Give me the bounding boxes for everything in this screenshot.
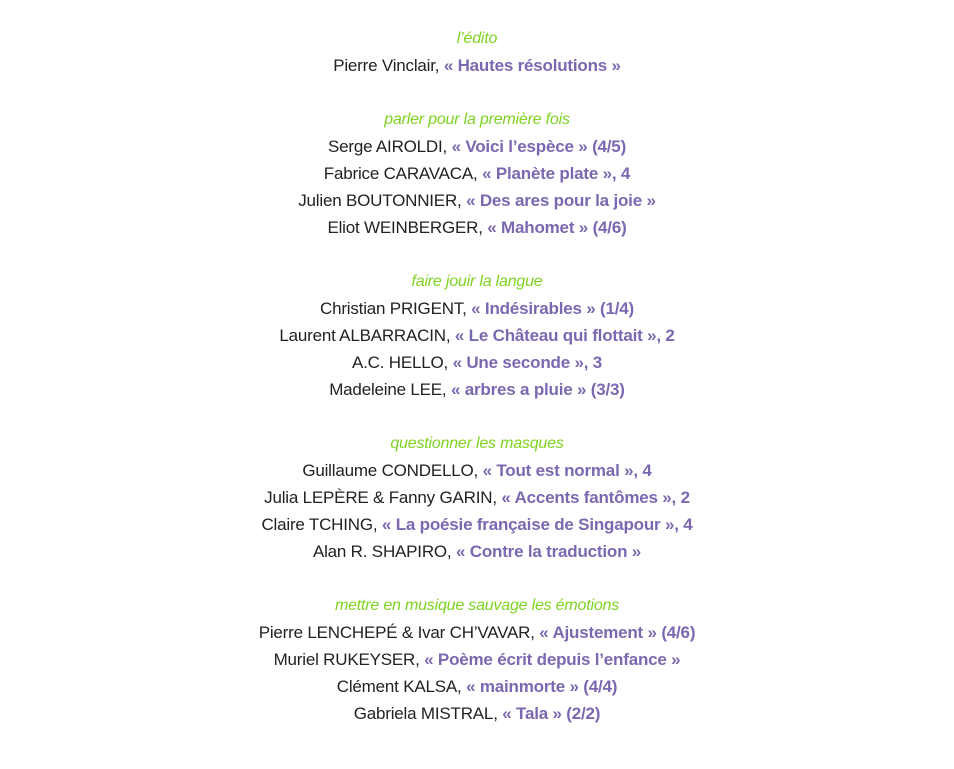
entry-author: Pierre LENCHEPÉ & Ivar CH’VAVAR, bbox=[258, 623, 540, 642]
section-questionner bbox=[0, 430, 954, 565]
toc-entry bbox=[0, 511, 954, 538]
entry-work-link[interactable]: « Contre la traduction » bbox=[455, 542, 642, 561]
entry-author: Pierre Vinclair, bbox=[333, 56, 444, 75]
section-title: l’édito bbox=[456, 30, 498, 47]
entry-author: Gabriela MISTRAL, bbox=[353, 704, 503, 723]
entry-author: Alan R. SHAPIRO, bbox=[312, 542, 456, 561]
entry-work-link[interactable]: « Hautes résolutions » bbox=[443, 56, 621, 75]
entry-author: Laurent ALBARRACIN, bbox=[279, 326, 455, 345]
toc-entry bbox=[0, 133, 954, 160]
section-faire-jouir bbox=[0, 268, 954, 403]
entry-author: Julia LEPÈRE & Fanny GARIN, bbox=[264, 488, 502, 507]
entry-author: Eliot WEINBERGER, bbox=[327, 218, 488, 237]
toc-entry bbox=[0, 349, 954, 376]
entry-suffix: (4/4) bbox=[578, 677, 618, 696]
entry-work-link[interactable]: « Planète plate », 4 bbox=[482, 164, 631, 183]
section-title: mettre en musique sauvage les émotions bbox=[334, 597, 620, 614]
toc-entry bbox=[0, 619, 954, 646]
toc-entry bbox=[0, 457, 954, 484]
entry-suffix: (4/6) bbox=[656, 623, 696, 642]
entry-suffix: (2/2) bbox=[561, 704, 601, 723]
section-title: parler pour la première fois bbox=[384, 111, 570, 128]
entry-author: Guillaume CONDELLO, bbox=[302, 461, 483, 480]
entry-suffix: (1/4) bbox=[595, 299, 634, 318]
toc-entry bbox=[0, 214, 954, 241]
section-edito bbox=[0, 25, 954, 79]
toc-entry bbox=[0, 52, 954, 79]
section-parler bbox=[0, 106, 954, 241]
entry-work-link[interactable]: « Une seconde », 3 bbox=[452, 353, 603, 372]
entry-work-link[interactable]: « Poème écrit depuis l’enfance » bbox=[424, 650, 681, 669]
entry-work-link[interactable]: « Mahomet » bbox=[487, 218, 589, 237]
entry-author: A.C. HELLO, bbox=[351, 353, 453, 372]
toc-entry bbox=[0, 673, 954, 700]
entry-work-link[interactable]: « Ajustement » bbox=[539, 623, 657, 642]
entry-work-link[interactable]: « Indésirables » bbox=[471, 299, 596, 318]
toc-entry bbox=[0, 187, 954, 214]
entry-work-link[interactable]: « Accents fantômes », 2 bbox=[501, 488, 690, 507]
toc-entry bbox=[0, 376, 954, 403]
entry-suffix: (4/6) bbox=[588, 218, 627, 237]
entry-work-link[interactable]: « arbres a pluie » bbox=[450, 380, 587, 399]
section-musique bbox=[0, 592, 954, 727]
toc-entry bbox=[0, 646, 954, 673]
entry-work-link[interactable]: « mainmorte » bbox=[466, 677, 579, 696]
entry-work-link[interactable]: « Le Château qui flottait », 2 bbox=[454, 326, 675, 345]
toc-entry bbox=[0, 700, 954, 727]
section-title: faire jouir la langue bbox=[411, 273, 543, 290]
entry-suffix: (3/3) bbox=[586, 380, 625, 399]
entry-author: Muriel RUKEYSER, bbox=[273, 650, 425, 669]
toc-entry bbox=[0, 322, 954, 349]
entry-author: Julien BOUTONNIER, bbox=[298, 191, 467, 210]
entry-work-link[interactable]: « Tala » bbox=[502, 704, 562, 723]
entry-work-link[interactable]: « Voici l’espèce » bbox=[451, 137, 588, 156]
entry-work-link[interactable]: « Des ares pour la joie » bbox=[466, 191, 656, 210]
toc-entry bbox=[0, 484, 954, 511]
entry-suffix: (4/5) bbox=[587, 137, 627, 156]
toc-entry bbox=[0, 538, 954, 565]
entry-author: Christian PRIGENT, bbox=[320, 299, 472, 318]
entry-author: Serge AIROLDI, bbox=[327, 137, 452, 156]
entry-author: Claire TCHING, bbox=[261, 515, 382, 534]
entry-author: Madeleine LEE, bbox=[329, 380, 451, 399]
entry-work-link[interactable]: « La poésie française de Singapour », 4 bbox=[381, 515, 693, 534]
toc-entry bbox=[0, 295, 954, 322]
toc-entry bbox=[0, 160, 954, 187]
entry-work-link[interactable]: « Tout est normal », 4 bbox=[482, 461, 652, 480]
entry-author: Clément KALSA, bbox=[336, 677, 467, 696]
section-title: questionner les masques bbox=[390, 435, 564, 452]
entry-author: Fabrice CARAVACA, bbox=[323, 164, 483, 183]
